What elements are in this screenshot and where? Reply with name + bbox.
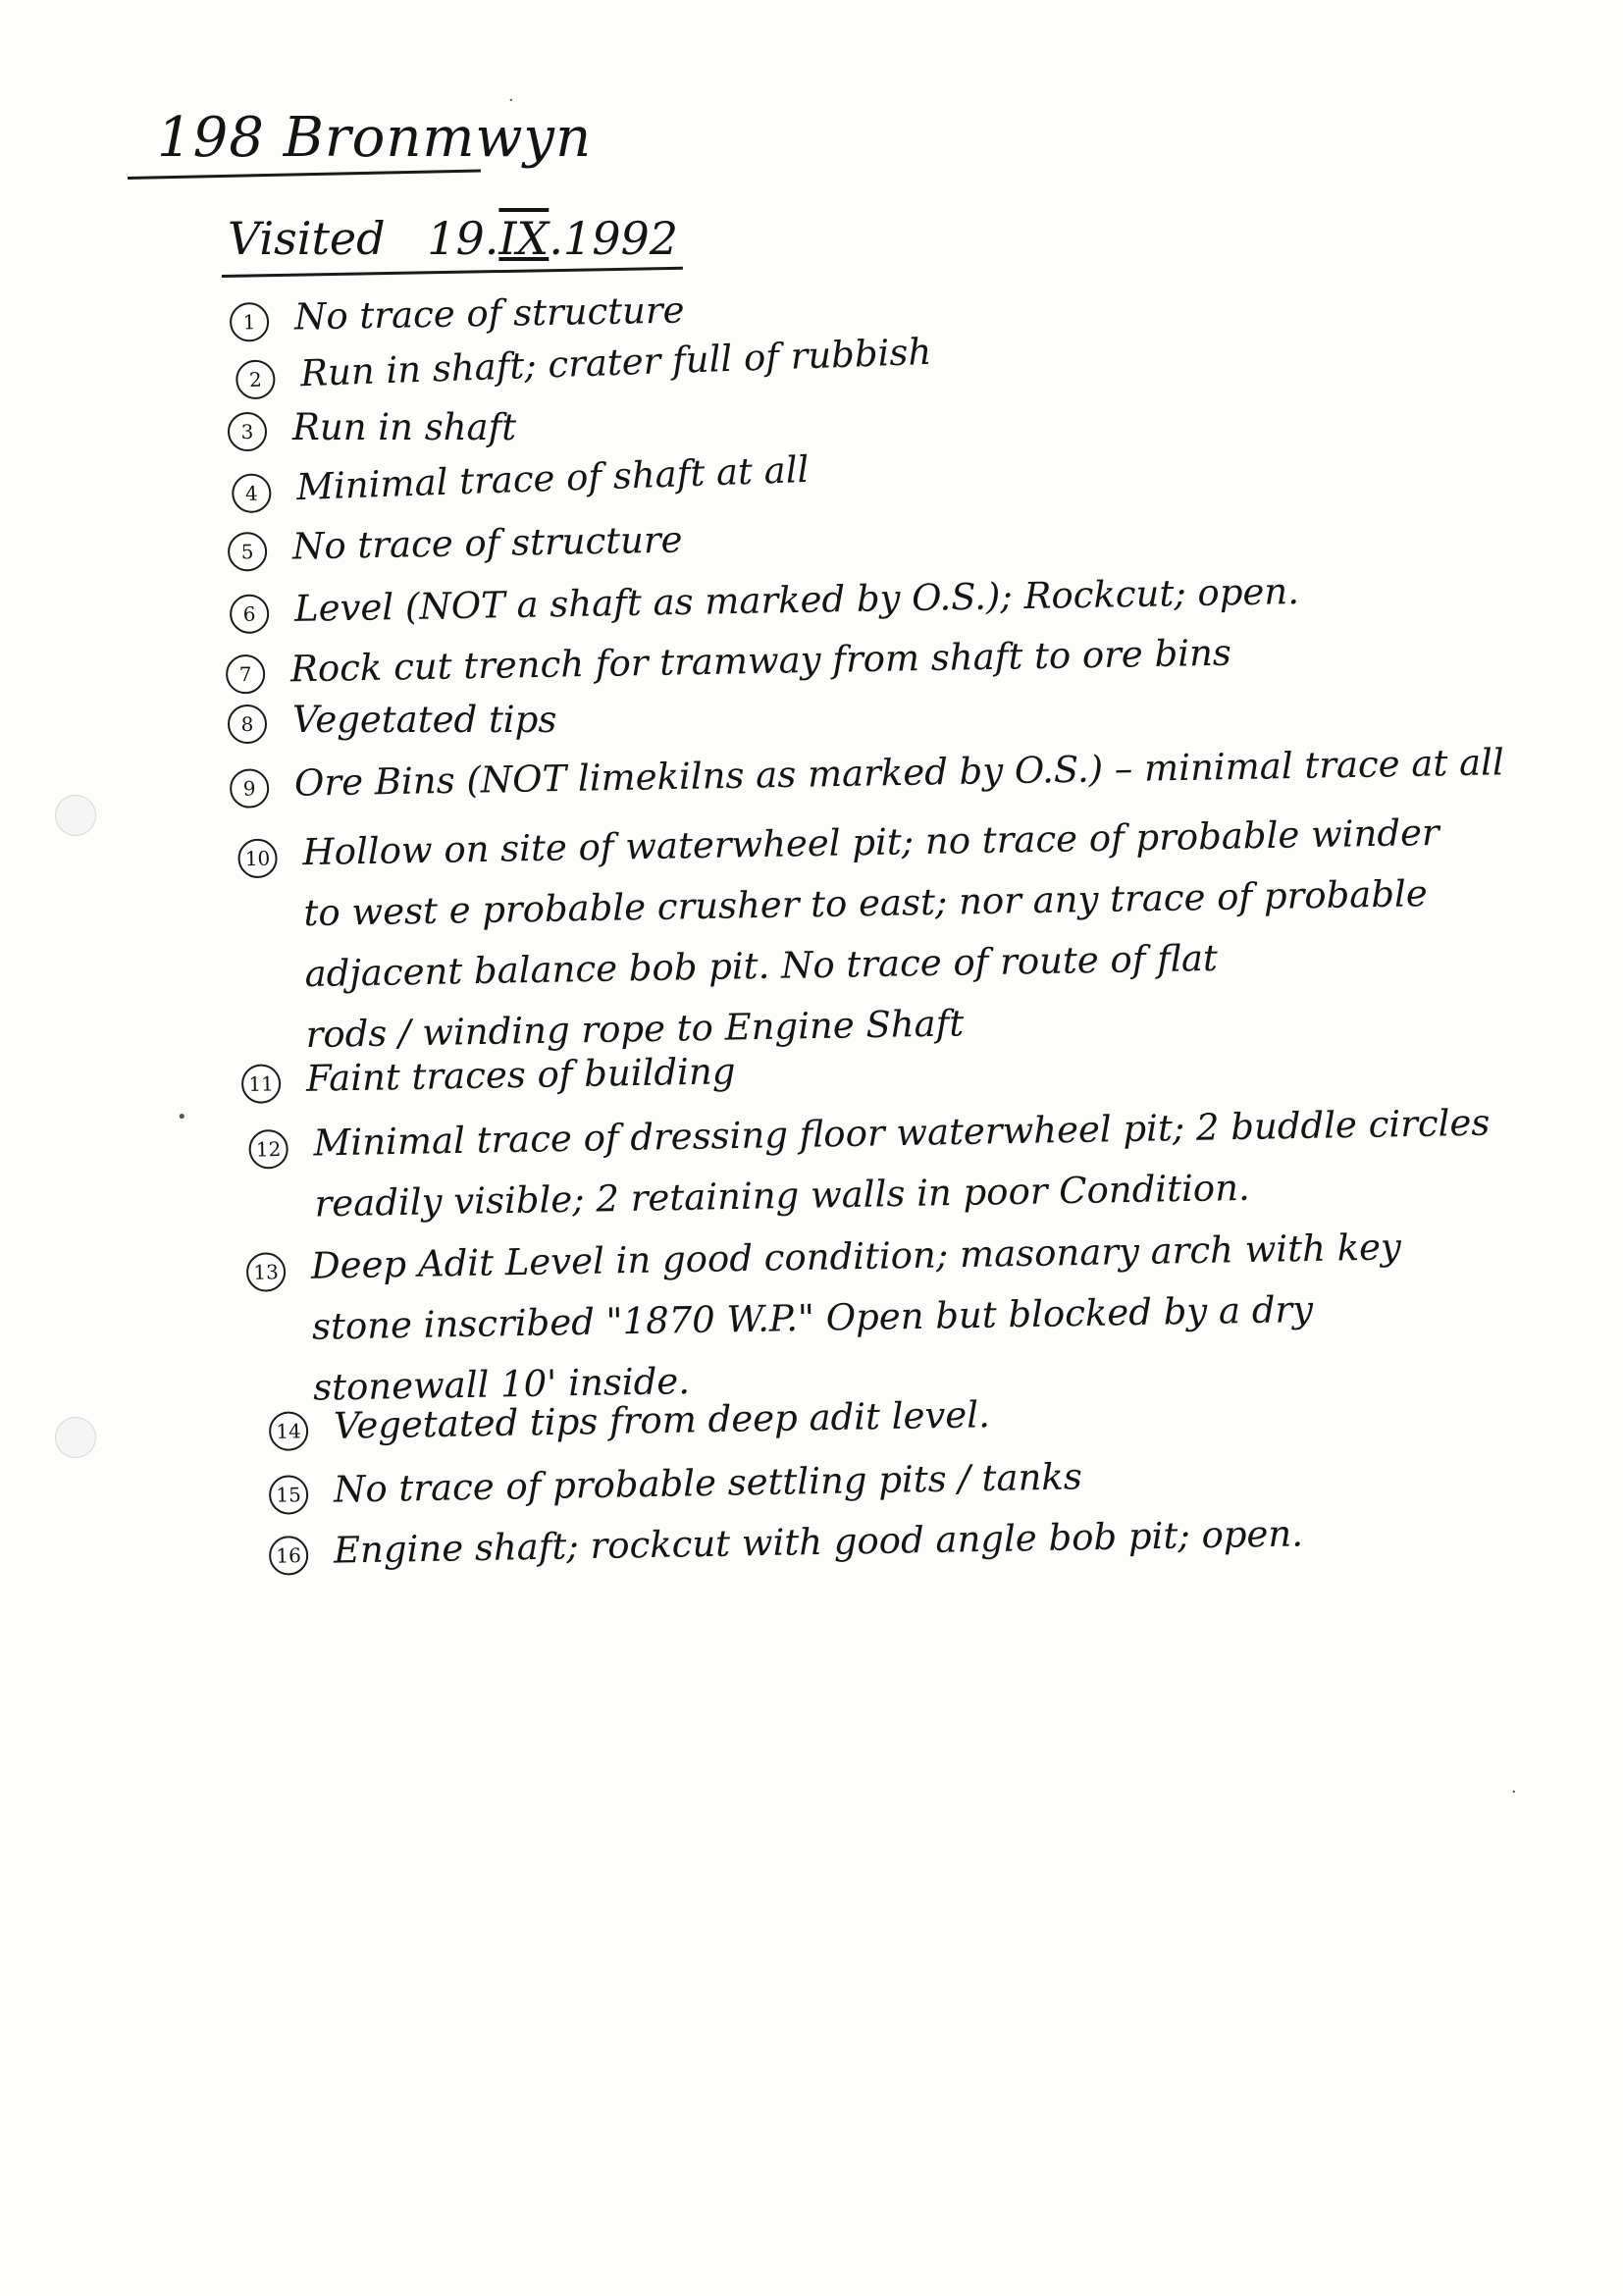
entry-number: 12 (248, 1129, 288, 1170)
entry-number: 16 (269, 1536, 309, 1576)
entry-1 (242, 288, 685, 339)
entry-number: 7 (226, 654, 266, 695)
entry-text: Rock cut trench for tramway from shaft to ore bins (289, 631, 1232, 691)
entry-text-line-2: stone inscribed "1870 W.P." Open but blocked by a dry (311, 1287, 1314, 1348)
entry-6 (242, 570, 1300, 630)
entry-text: Vegetated tips (292, 699, 557, 741)
entry-text: Engine shaft; rockcut with good angle bob pit; open. (333, 1512, 1304, 1572)
visited-year: .1992 (549, 212, 679, 265)
entry-number: 8 (228, 704, 267, 744)
entry-number: 1 (230, 302, 270, 342)
entry-number: 13 (246, 1252, 287, 1292)
entry-5 (240, 518, 683, 568)
entry-3 (240, 406, 517, 448)
entry-9 (242, 741, 1505, 805)
entry-number: 11 (241, 1064, 282, 1104)
title-underline (128, 169, 481, 180)
entry-text-line-2: to west e probable crusher to east; nor any trace of probable (303, 872, 1429, 935)
entry-11 (248, 1050, 736, 1100)
entry-text-line-1: Deep Adit Level in good condition; masonary arch with key (310, 1226, 1402, 1287)
entry-number: 3 (228, 412, 267, 451)
entry-text: Run in shaft (292, 406, 517, 448)
visited-day: 19. (427, 212, 499, 265)
entry-15 (276, 1455, 1083, 1511)
entry-number: 6 (230, 594, 270, 634)
visited-underline (222, 267, 683, 278)
entry-7 (238, 631, 1232, 691)
entry-text-line-4: rods / winding rope to Engine Shaft (305, 1002, 965, 1057)
entry-text: Level (NOT a shaft as marked by O.S.); Rockcut; open. (293, 570, 1300, 630)
entry-8 (240, 699, 557, 741)
entry-text-line-3: stonewall 10' inside. (312, 1359, 691, 1409)
entry-4 (244, 447, 811, 509)
entry-10 (244, 803, 1442, 1066)
entry-number: 15 (269, 1475, 309, 1515)
entry-text-line-1: Minimal trace of dressing floor waterwheel pit; 2 buddle circles (313, 1101, 1491, 1165)
entry-text: No trace of structure (293, 288, 685, 339)
entry-number: 4 (232, 473, 272, 513)
entry-text: No trace of probable settling pits / tanks (333, 1455, 1083, 1511)
entry-text: Minimal trace of shaft at all (295, 447, 811, 509)
entry-13 (253, 1217, 1403, 1418)
entry-12 (255, 1093, 1492, 1235)
stray-mark: • (177, 1107, 187, 1127)
punch-hole (55, 795, 96, 836)
visited-month: IX (498, 212, 550, 265)
entry-text-line-3: adjacent balance bob pit. No trace of route of flat (304, 936, 1219, 996)
stray-mark: · (1511, 1782, 1517, 1802)
punch-hole (55, 1417, 96, 1458)
entry-number: 9 (230, 768, 270, 809)
visited-date-line (228, 212, 678, 265)
entry-text: Vegetated tips from deep adit level. (333, 1393, 991, 1447)
entry-2 (248, 330, 932, 395)
entry-text: Ore Bins (NOT limekilns as marked by O.S.) – minimal trace at all (293, 741, 1505, 805)
entry-text: No trace of structure (291, 518, 683, 568)
entry-text: Faint traces of building (305, 1050, 736, 1100)
entry-text: Run in shaft; crater full of rubbish (299, 330, 932, 395)
entry-16 (276, 1512, 1304, 1572)
entry-number: 2 (236, 359, 276, 399)
entry-text-line-1: Hollow on site of waterwheel pit; no trace of probable winder (302, 810, 1440, 874)
entry-number: 10 (237, 839, 278, 879)
entry-text-line-2: readily visible; 2 retaining walls in poor Condition. (314, 1166, 1251, 1226)
entry-number: 5 (228, 532, 268, 572)
entry-number: 14 (269, 1411, 309, 1451)
visited-label: Visited (228, 212, 386, 265)
stray-mark: · (508, 90, 514, 111)
page-title: 198 Bronmwyn (157, 106, 593, 170)
